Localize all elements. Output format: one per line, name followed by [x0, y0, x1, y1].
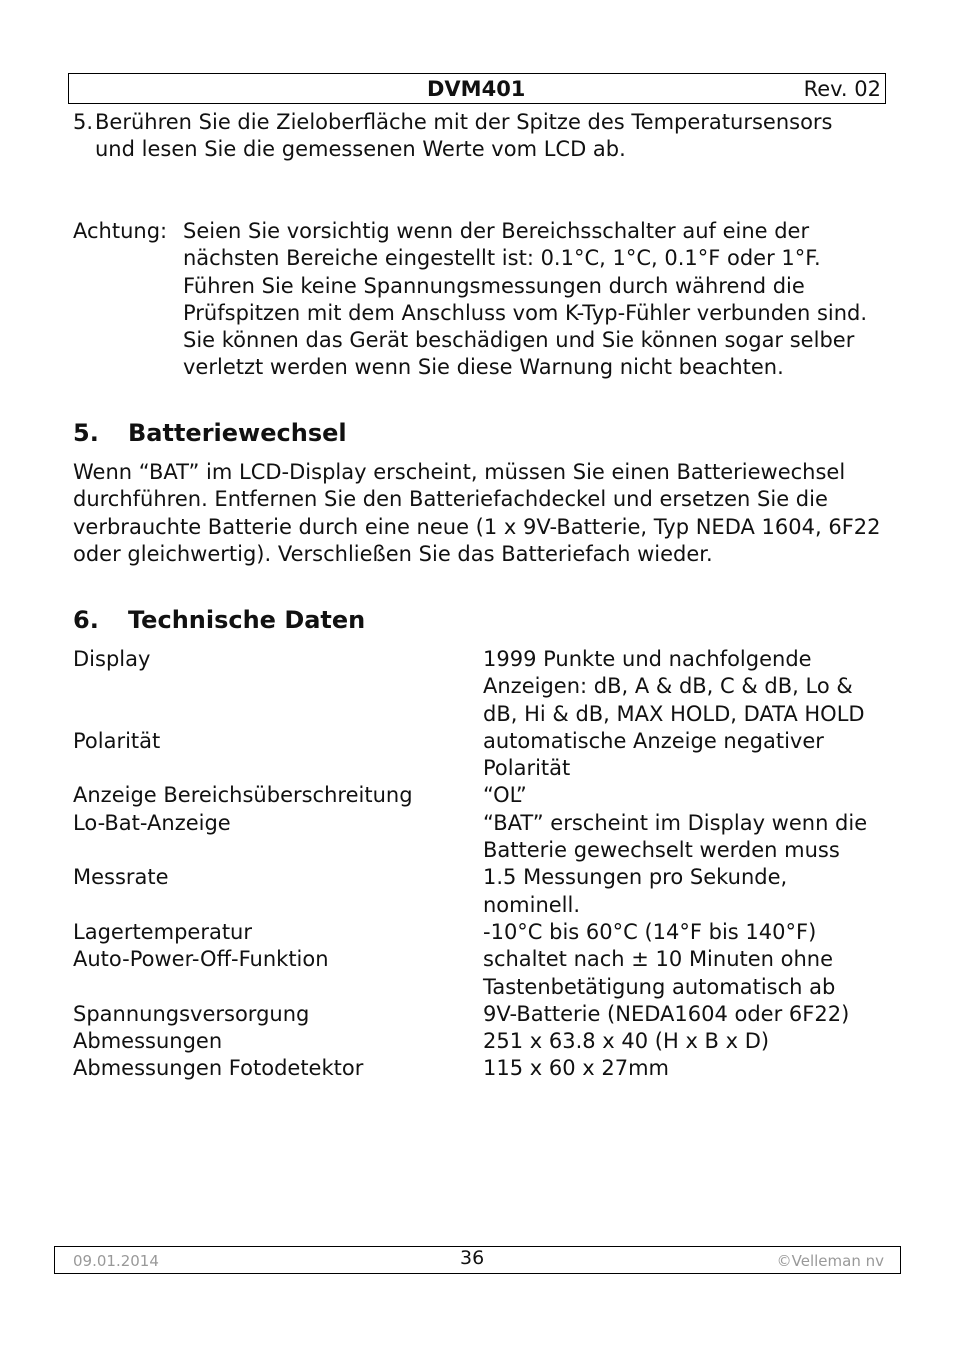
- spec-value: automatische Anzeige negativer Polarität: [483, 728, 824, 781]
- spec-value: 1999 Punkte und nachfolgende Anzeigen: dB, A & dB, C & dB, Lo & dB, Hi & dB, MAX HOLD, DATA HOLD: [483, 647, 865, 726]
- spec-row: [73, 646, 893, 728]
- spec-label: Spannungsversorgung: [73, 1001, 310, 1026]
- section-heading-battery: [73, 419, 347, 447]
- spec-label: Display: [73, 647, 151, 671]
- spec-value: 251 x 63.8 x 40 (H x B x D): [483, 1029, 770, 1054]
- spec-row: [73, 1028, 893, 1055]
- spec-label: Abmessungen: [73, 1029, 223, 1054]
- spec-row: [73, 864, 893, 919]
- spec-label: Auto-Power-Off-Funktion: [73, 947, 329, 972]
- spec-value: 9V-Batterie (NEDA1604 oder 6F22): [483, 1001, 850, 1026]
- spec-row: [73, 1001, 893, 1028]
- step-text: Berühren Sie die Zieloberfläche mit der Spitze des Temperatursensors und lesen Sie die gemessenen Werte vom LCD ab.: [95, 110, 833, 162]
- spec-row: [73, 1055, 893, 1082]
- warning-text: Seien Sie vorsichtig wenn der Bereichsschalter auf eine der nächsten Bereiche eingestellt ist: 0.1°C, 1°C, 0.1°F oder 1°F. Führen Sie keine Spannungsmessungen durch während die Prüfspitzen mit dem Anschluss vom K-Typ-Fühler verbunden sind. Sie können das Gerät beschädigen und Sie können sogar selber verletzt werden wenn Sie diese Warnung nicht beachten.: [183, 219, 868, 380]
- spec-value: -10°C bis 60°C (14°F bis 140°F): [483, 919, 817, 944]
- footer-copyright: ©Velleman nv: [776, 1252, 884, 1270]
- footer-date: 09.01.2014: [73, 1252, 159, 1270]
- spec-value: schaltet nach ± 10 Minuten ohne Tastenbetätigung automatisch ab: [483, 947, 836, 999]
- spec-row: [73, 728, 893, 783]
- spec-value: 115 x 60 x 27mm: [483, 1056, 669, 1081]
- spec-label: Messrate: [73, 865, 169, 890]
- spec-label: Abmessungen Fotodetektor: [73, 1056, 364, 1081]
- section-number: 5.: [73, 419, 99, 447]
- section-title: Batteriewechsel: [128, 419, 347, 447]
- battery-paragraph: Wenn “BAT” im LCD-Display erscheint, müssen Sie einen Batteriewechsel durchführen. Entfernen Sie den Batteriefachdeckel und ersetzen Sie die verbrauchte Batterie durch eine neue (1 x 9V-Batterie, Typ NEDA 1604, 6F22 oder gleichwertig). Verschließen Sie das Batteriefach wieder.: [73, 460, 881, 566]
- spec-row: [73, 782, 893, 809]
- section-heading-specs: [73, 606, 365, 634]
- spec-label: Polarität: [73, 728, 161, 753]
- spec-table: [73, 646, 893, 1083]
- spec-value: 1.5 Messungen pro Sekunde, nominell.: [483, 865, 788, 917]
- page-number: 36: [460, 1247, 485, 1269]
- warning-label: Achtung:: [73, 219, 168, 243]
- spec-label: Lagertemperatur: [73, 919, 252, 944]
- revision-label: Rev. 02: [803, 77, 881, 101]
- spec-label: Lo-Bat-Anzeige: [73, 810, 231, 835]
- spec-label: Anzeige Bereichsüberschreitung: [73, 783, 413, 808]
- spec-value: “BAT” erscheint im Display wenn die Batterie gewechselt werden muss: [483, 810, 868, 863]
- spec-value: “OL”: [483, 783, 527, 808]
- spec-row: [73, 946, 893, 1001]
- page-header: [68, 73, 886, 104]
- spec-row: [73, 810, 893, 865]
- section-title: Technische Daten: [128, 606, 366, 634]
- section-number: 6.: [73, 606, 99, 634]
- document-title: DVM401: [427, 77, 526, 101]
- page-footer: [54, 1246, 901, 1274]
- step-number: 5.: [73, 110, 94, 134]
- spec-row: [73, 919, 893, 946]
